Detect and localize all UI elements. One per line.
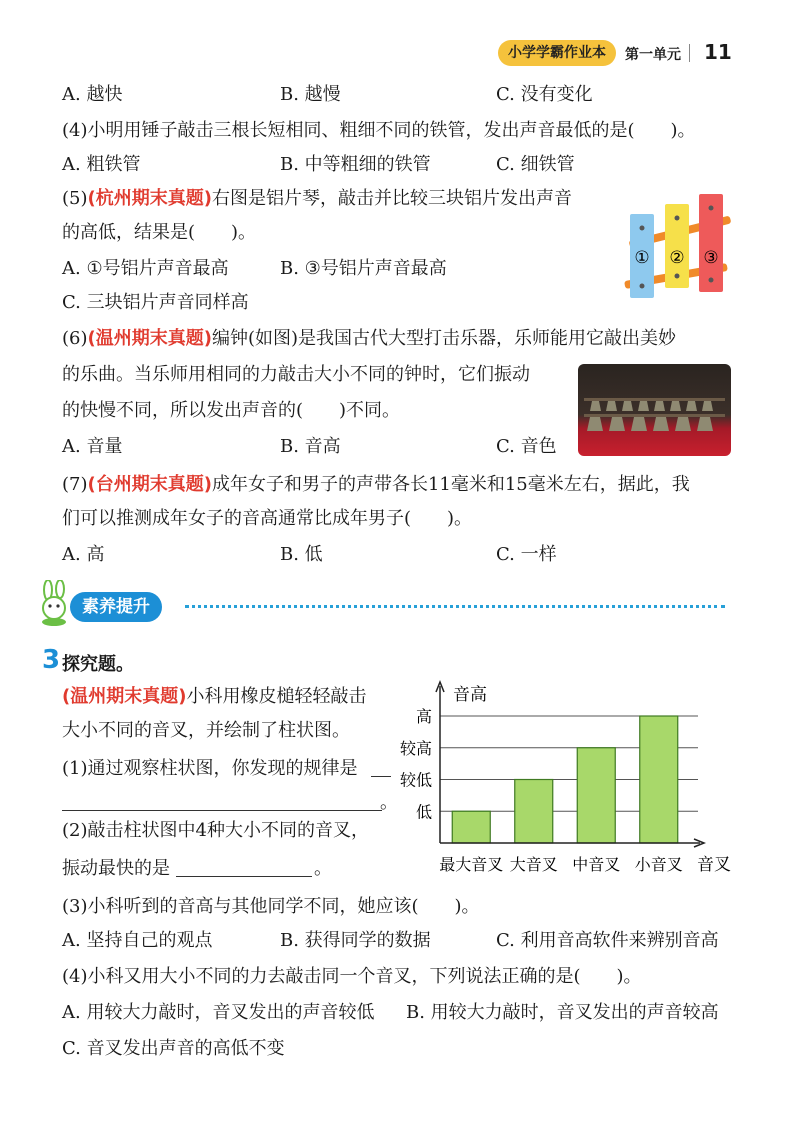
q4-option-b: B. 中等粗细的铁管 xyxy=(280,154,431,175)
x-tick-label: 小音叉 xyxy=(634,855,683,874)
inquiry-intro1-text: 小科用橡皮槌轻轻敲击 xyxy=(186,686,367,707)
q6-option-c: C. 音色 xyxy=(496,436,557,457)
section-banner: 素养提升 xyxy=(70,592,162,622)
q4-option-a: A. 粗铁管 xyxy=(62,154,141,175)
q4-option-c: C. 细铁管 xyxy=(496,154,575,175)
q5-option-a: A. ①号铝片声音最高 xyxy=(62,258,229,279)
y-tick-label: 较低 xyxy=(399,770,432,790)
q5-line2: 的高低，结果是( )。 xyxy=(62,222,257,243)
q6-option-a: A. 音量 xyxy=(62,436,123,457)
q6-line2: 的乐曲。当乐师用相同的力敲击大小不同的钟时，它们振动 xyxy=(62,364,530,385)
q5-source-tag: (杭州期末真题) xyxy=(87,188,212,209)
part4-option-c: C. 音叉发出声音的高低不变 xyxy=(62,1038,285,1059)
part4-option-a: A. 用较大力敲时，音叉发出的声音较低 xyxy=(62,1002,375,1023)
page-number: 11 xyxy=(704,40,732,64)
part2-answer-blank[interactable] xyxy=(176,876,312,877)
q5-option-c: C. 三块铝片声音同样高 xyxy=(62,292,249,313)
q5-option-b: B. ③号铝片声音最高 xyxy=(280,258,447,279)
book-series-badge: 小学学霸作业本 xyxy=(498,40,616,66)
q3-option-a: A. 越快 xyxy=(62,84,123,105)
part2-line1: (2)敲击柱状图中4种大小不同的音叉， xyxy=(62,820,369,841)
part3-option-a: A. 坚持自己的观点 xyxy=(62,930,213,951)
q7-option-a: A. 高 xyxy=(62,544,105,565)
q6-text1: 编钟(如图)是我国古代大型打击乐器，乐师能用它敲出美妙 xyxy=(211,328,676,349)
q5-line1 xyxy=(62,186,572,212)
inquiry-intro2: 大小不同的音叉，并绘制了柱状图。 xyxy=(62,720,350,741)
part2-line2: 振动最快的是 xyxy=(62,858,170,879)
section-number: 3 xyxy=(42,645,61,675)
pitch-bar-chart xyxy=(395,678,735,883)
q5-number: (5) xyxy=(62,188,88,209)
part3-stem: (3)小科听到的音高与其他同学不同，她应该( )。 xyxy=(62,896,480,917)
q5-text1: 右图是铝片琴，敲击并比较三块铝片发出声音 xyxy=(211,188,572,209)
q7-option-b: B. 低 xyxy=(280,544,323,565)
part1-answer-blank-a[interactable] xyxy=(371,776,391,777)
x-tick-label: 最大音叉 xyxy=(439,855,504,874)
inquiry-source-tag: (温州期末真题) xyxy=(62,686,187,707)
q7-option-c: C. 一样 xyxy=(496,544,557,565)
bar-1 xyxy=(452,811,490,843)
x-tick-label: 大音叉 xyxy=(509,855,558,874)
x-tick-label: 中音叉 xyxy=(572,855,621,874)
bianzhong-photo xyxy=(578,364,731,456)
part1-end: 。 xyxy=(380,792,398,813)
part1-answer-blank-b[interactable] xyxy=(62,810,382,811)
bar-1-label: ① xyxy=(634,248,650,268)
q6-number: (6) xyxy=(62,328,88,349)
q6-line1 xyxy=(62,326,676,352)
y-tick-label: 较高 xyxy=(399,738,432,758)
q7-line2: 们可以推测成年女子的音高通常比成年男子( )。 xyxy=(62,508,473,529)
inquiry-intro1 xyxy=(62,684,366,710)
q4-stem: (4)小明用锤子敲击三根长短相同、粗细不同的铁管，发出声音最低的是( )。 xyxy=(62,120,696,141)
q3-option-b: B. 越慢 xyxy=(280,84,341,105)
part4-option-b: B. 用较大力敲时，音叉发出的声音较高 xyxy=(406,1002,719,1023)
part3-option-b: B. 获得同学的数据 xyxy=(280,930,431,951)
bar-4 xyxy=(640,716,678,843)
q6-source-tag: (温州期末真题) xyxy=(87,328,212,349)
header-divider xyxy=(689,44,690,62)
bar-3-label: ③ xyxy=(703,248,719,268)
bar-2 xyxy=(515,780,553,844)
section-divider xyxy=(185,605,725,608)
part1-text: (1)通过观察柱状图，你发现的规律是 xyxy=(62,758,358,779)
q7-source-tag: (台州期末真题) xyxy=(87,474,212,495)
y-axis-label: 音高 xyxy=(453,685,487,705)
bar-3 xyxy=(577,748,615,843)
y-tick-label: 低 xyxy=(415,802,432,822)
part4-stem: (4)小科又用大小不同的力去敲击同一个音叉，下列说法正确的是( )。 xyxy=(62,966,642,987)
y-tick-label: 高 xyxy=(415,707,432,726)
part2-end: 。 xyxy=(314,858,332,879)
q7-text1: 成年女子和男子的声带各长11毫米和15毫米左右，据此，我 xyxy=(211,474,690,495)
x-axis-label: 音叉 xyxy=(697,855,731,875)
xylophone-illustration xyxy=(620,190,735,300)
bar-2-label: ② xyxy=(669,248,685,268)
q7-number: (7) xyxy=(62,474,88,495)
part3-option-c: C. 利用音高软件来辨别音高 xyxy=(496,930,719,951)
unit-label: 第一单元 xyxy=(625,47,681,63)
q3-option-c: C. 没有变化 xyxy=(496,84,593,105)
q7-line1 xyxy=(62,472,690,498)
q6-line3: 的快慢不同，所以发出声音的( )不同。 xyxy=(62,400,401,421)
q6-option-b: B. 音高 xyxy=(280,436,341,457)
bianzhong-bells-drawing xyxy=(578,364,731,456)
section-title: 探究题。 xyxy=(62,654,134,675)
